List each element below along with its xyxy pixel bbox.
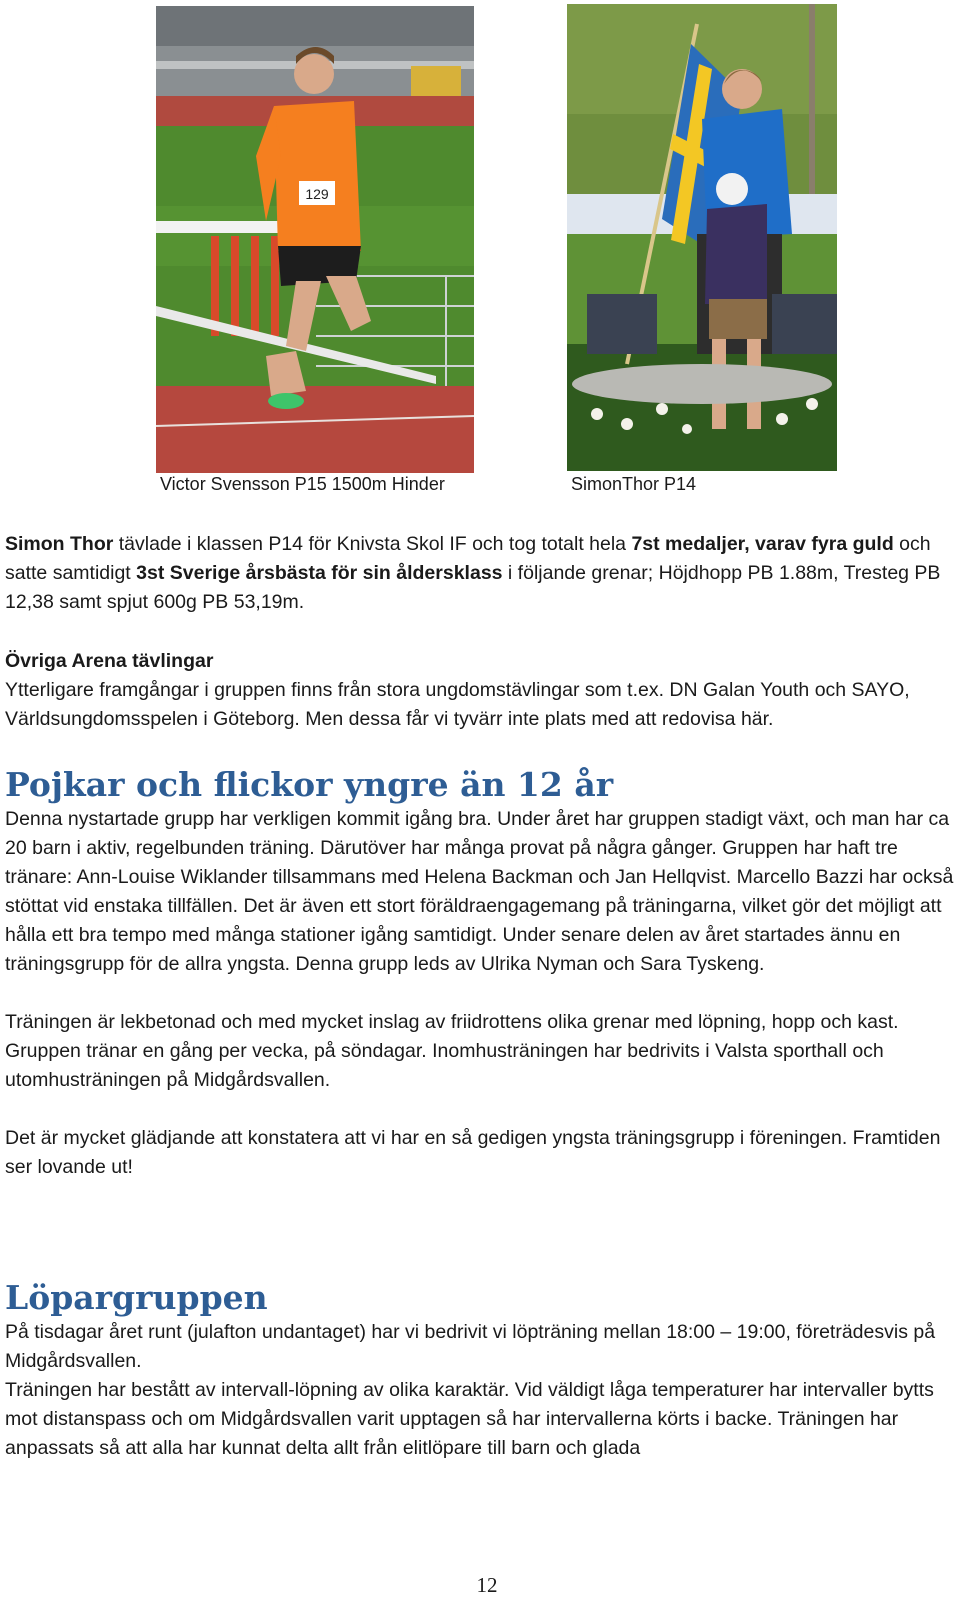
lopargruppen-heading: Löpargruppen xyxy=(5,1278,268,1317)
simon-medals: 7st medaljer, varav fyra guld xyxy=(631,533,894,555)
runner-photo xyxy=(156,6,474,473)
lopargruppen-paragraph-1: På tisdagar året runt (julafton undantaget) har vi bedrivit vi löpträning mellan 18:00 – 19:00, företrädesvis på Midgårdsvallen. xyxy=(5,1321,936,1372)
simon-text-3: i följande grenar; Höjdhopp PB 1.88m, Tresteg PB 12,38 samt spjut 600g PB 53,19m. xyxy=(5,562,941,613)
ovriga-body: Ytterligare framgångar i gruppen finns från stora ungdomstävlingar som t.ex. DN Galan Youth och SAYO, Världsungdomsspelen i Göteborg. Men dessa får vi tyvärr inte plats med att redovisa här. xyxy=(5,679,910,730)
simon-name: Simon Thor xyxy=(5,533,114,555)
ovriga-heading: Övriga Arena tävlingar xyxy=(5,650,214,672)
page-number: 12 xyxy=(476,1573,498,1597)
simon-text-2: och satte samtidigt xyxy=(5,533,931,584)
simon-text-1: tävlade i klassen P14 för Knivsta Skol IF och tog totalt hela xyxy=(113,533,632,555)
lopargruppen-section xyxy=(5,1276,960,1463)
pojkar-paragraph-2: Träningen är lekbetonad och med mycket inslag av friidrottens olika grenar med löpning, hopp och kast. Gruppen tränar en gång per vecka, på söndagar. Inomhusträningen har bedrivits i Valsta sporthall och utomhusträningen på Midgårdsvallen. xyxy=(5,1011,899,1091)
simon-record: 3st Sverige årsbästa för sin åldersklass xyxy=(136,562,503,584)
podium-photo xyxy=(567,4,837,471)
pojkar-paragraph-3: Det är mycket glädjande att konstatera att vi har en så gedigen yngsta träningsgrupp i föreningen. Framtiden ser lovande ut! xyxy=(5,1127,941,1178)
bib-number: 129 xyxy=(305,186,329,202)
photo-caption-right: SimonThor P14 xyxy=(571,474,697,494)
ovriga-section xyxy=(5,647,960,734)
pojkar-heading: Pojkar och flickor yngre än 12 år xyxy=(5,765,614,804)
simon-thor-paragraph xyxy=(5,530,960,617)
pojkar-section xyxy=(5,763,960,1182)
lopargruppen-paragraph-2: Träningen har bestått av intervall-löpning av olika karaktär. Vid väldigt låga temperaturer har intervaller bytts mot distanspass och om Midgårdsvallen varit upptagen så har intervallerna körts i backe. Träningen har anpassats så att alla har kunnat delta allt från elitlöpare till barn och glada xyxy=(5,1379,934,1459)
pojkar-paragraph-1: Denna nystartade grupp har verkligen kommit igång bra. Under året har gruppen stadigt växt, och man har ca 20 barn i aktiv, regelbunden träning. Därutöver har många provat på några gånger. Gruppen har haft tre tränare: Ann-Louise Wiklander tillsammans med Helena Backman och Jan Hellqvist. Marcello Bazzi har också stöttat vid enstaka tillfällen. Det är även ett stort föräldraengagemang på träningarna, vilket gör det möjligt att hålla ett bra tempo med många stationer igång samtidigt. Under senare delen av året startades ännu en träningsgrupp för de allra yngsta. Denna grupp leds av Ulrika Nyman och Sara Tyskeng. xyxy=(5,808,954,975)
photo-caption-left: Victor Svensson P15 1500m Hinder xyxy=(160,474,445,494)
